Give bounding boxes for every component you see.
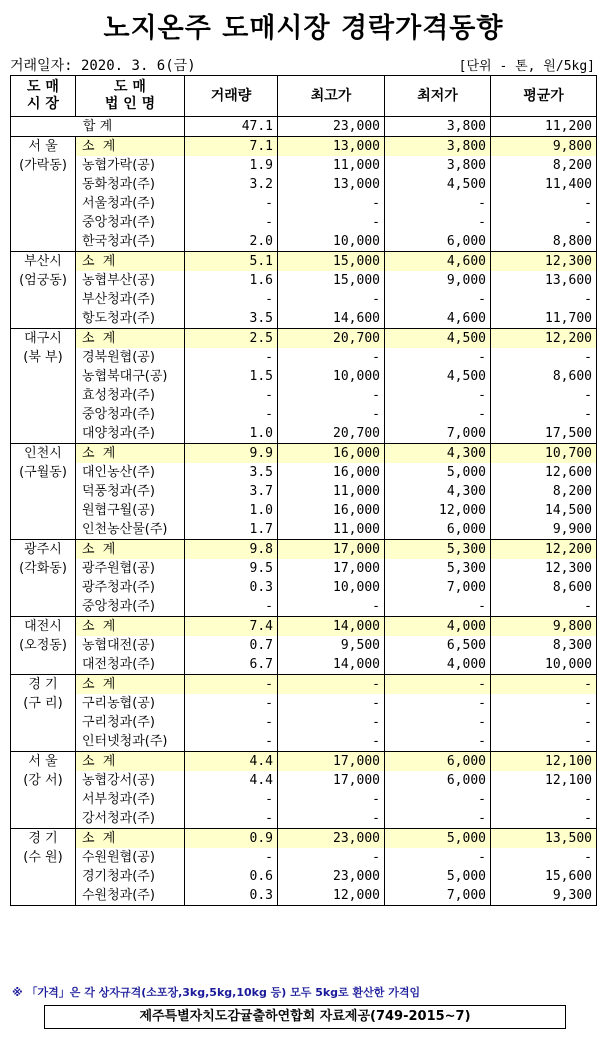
volume-cell: - — [185, 213, 278, 232]
volume-cell: 4.4 — [185, 752, 278, 772]
volume-cell: 7.4 — [185, 617, 278, 637]
avg-cell: 11,700 — [491, 309, 597, 329]
subtotal-row — [11, 829, 597, 849]
subtotal-row — [11, 137, 597, 157]
max-cell: 9,500 — [278, 636, 385, 655]
table-row — [11, 694, 597, 713]
avg-cell: 12,200 — [491, 540, 597, 560]
volume-cell: 3.5 — [185, 309, 278, 329]
corp-name: 농협가락(공) — [76, 156, 185, 175]
corp-name: 중앙청과(주) — [76, 405, 185, 424]
header-avg: 평균가 — [491, 76, 597, 117]
market-cell — [11, 232, 76, 252]
subtotal-row — [11, 444, 597, 464]
max-cell: 17,000 — [278, 559, 385, 578]
table-row — [11, 655, 597, 675]
market-cell: (가락동) — [11, 156, 76, 175]
volume-cell: - — [185, 809, 278, 829]
market-cell — [11, 405, 76, 424]
table-row — [11, 559, 597, 578]
corp-name: 구리청과(주) — [76, 713, 185, 732]
market-cell — [11, 597, 76, 617]
corp-name: 농협대전(공) — [76, 636, 185, 655]
min-cell: 4,300 — [385, 482, 491, 501]
market-cell: (엄궁동) — [11, 271, 76, 290]
avg-cell: 9,900 — [491, 520, 597, 540]
table-row — [11, 213, 597, 232]
min-cell: 5,000 — [385, 867, 491, 886]
subtotal-row — [11, 675, 597, 695]
max-cell: 13,000 — [278, 137, 385, 157]
subtotal-label: 소 계 — [76, 752, 185, 772]
max-cell: 23,000 — [278, 867, 385, 886]
market-cell — [11, 578, 76, 597]
market-cell — [11, 790, 76, 809]
volume-cell: 2.5 — [185, 329, 278, 349]
max-cell: 16,000 — [278, 463, 385, 482]
avg-cell: 13,600 — [491, 271, 597, 290]
market-cell — [11, 309, 76, 329]
market-cell — [11, 501, 76, 520]
subtotal-label: 소 계 — [76, 329, 185, 349]
market-cell: (각화동) — [11, 559, 76, 578]
min-cell: - — [385, 848, 491, 867]
min-cell: 3,800 — [385, 156, 491, 175]
avg-cell: 12,300 — [491, 252, 597, 272]
volume-cell: - — [185, 348, 278, 367]
volume-cell: 4.4 — [185, 771, 278, 790]
subtotal-row — [11, 540, 597, 560]
corp-name: 경북원협(공) — [76, 348, 185, 367]
avg-cell: 12,100 — [491, 771, 597, 790]
corp-name: 수원원협(공) — [76, 848, 185, 867]
avg-cell: - — [491, 290, 597, 309]
min-cell: 6,500 — [385, 636, 491, 655]
max-cell: - — [278, 790, 385, 809]
subtotal-row — [11, 617, 597, 637]
min-cell: 6,000 — [385, 771, 491, 790]
volume-cell: 3.2 — [185, 175, 278, 194]
max-cell: 13,000 — [278, 175, 385, 194]
avg-cell: 10,000 — [491, 655, 597, 675]
max-cell: - — [278, 848, 385, 867]
unit-label: [단위 - 톤, 원/5kg] — [458, 59, 595, 74]
min-cell: 4,500 — [385, 367, 491, 386]
max-cell: 16,000 — [278, 501, 385, 520]
volume-cell: - — [185, 713, 278, 732]
table-row — [11, 713, 597, 732]
avg-cell: - — [491, 848, 597, 867]
volume-cell: - — [185, 597, 278, 617]
corp-name: 동화청과(주) — [76, 175, 185, 194]
avg-cell: - — [491, 194, 597, 213]
max-cell: - — [278, 675, 385, 695]
trade-date: 거래일자: 2020. 3. 6(금) — [10, 58, 196, 74]
min-cell: 5,000 — [385, 463, 491, 482]
volume-cell: 0.7 — [185, 636, 278, 655]
max-cell: 20,700 — [278, 329, 385, 349]
corp-name: 중앙청과(주) — [76, 597, 185, 617]
market-cell — [11, 175, 76, 194]
min-cell: 4,500 — [385, 175, 491, 194]
volume-cell: 9.5 — [185, 559, 278, 578]
corp-name: 광주원협(공) — [76, 559, 185, 578]
volume-cell: 9.8 — [185, 540, 278, 560]
corp-name: 대인농산(주) — [76, 463, 185, 482]
header-volume: 거래량 — [185, 76, 278, 117]
volume-cell: 3.5 — [185, 463, 278, 482]
min-cell: 7,000 — [385, 886, 491, 906]
corp-name: 항도청과(주) — [76, 309, 185, 329]
max-cell: - — [278, 290, 385, 309]
footnote: ※ 「가격」은 각 상자규격(소포장,3kg,5kg,10kg 등) 모두 5kg로 환산한 가격임 — [12, 986, 421, 999]
avg-cell: 12,100 — [491, 752, 597, 772]
max-cell: 11,000 — [278, 156, 385, 175]
max-cell: 14,600 — [278, 309, 385, 329]
avg-cell: 8,200 — [491, 482, 597, 501]
header-row — [11, 76, 597, 117]
max-cell: 17,000 — [278, 540, 385, 560]
avg-cell: 8,600 — [491, 578, 597, 597]
corp-name: 대양청과(주) — [76, 424, 185, 444]
market-cell: (오정동) — [11, 636, 76, 655]
market-cell — [11, 732, 76, 752]
subtotal-label: 소 계 — [76, 829, 185, 849]
market-cell — [11, 424, 76, 444]
avg-cell: - — [491, 405, 597, 424]
max-cell: 16,000 — [278, 444, 385, 464]
min-cell: 7,000 — [385, 578, 491, 597]
min-cell: 4,600 — [385, 252, 491, 272]
min-cell: - — [385, 694, 491, 713]
table-row — [11, 848, 597, 867]
table-row — [11, 290, 597, 309]
avg-cell: 8,800 — [491, 232, 597, 252]
avg-cell: 9,800 — [491, 617, 597, 637]
volume-cell: 1.5 — [185, 367, 278, 386]
max-cell: - — [278, 732, 385, 752]
avg-cell: 11,400 — [491, 175, 597, 194]
corp-name: 경기청과(주) — [76, 867, 185, 886]
min-cell: - — [385, 290, 491, 309]
volume-cell: 1.7 — [185, 520, 278, 540]
max-cell: - — [278, 386, 385, 405]
min-cell: - — [385, 597, 491, 617]
max-cell: 10,000 — [278, 367, 385, 386]
avg-cell: - — [491, 732, 597, 752]
market-cell — [11, 520, 76, 540]
table-row — [11, 175, 597, 194]
table-row — [11, 232, 597, 252]
avg-cell: - — [491, 597, 597, 617]
min-cell: 4,300 — [385, 444, 491, 464]
market-cell — [11, 367, 76, 386]
corp-name: 원협구월(공) — [76, 501, 185, 520]
table-row — [11, 194, 597, 213]
table-row — [11, 809, 597, 829]
table-row — [11, 790, 597, 809]
table-row — [11, 597, 597, 617]
header-max: 최고가 — [278, 76, 385, 117]
page-title: 노지온주 도매시장 경락가격동향 — [103, 13, 504, 44]
max-cell: - — [278, 194, 385, 213]
market-cell: (북 부) — [11, 348, 76, 367]
avg-cell: - — [491, 694, 597, 713]
market-cell — [11, 867, 76, 886]
max-cell: - — [278, 405, 385, 424]
total-avg: 11,200 — [491, 117, 597, 137]
volume-cell: 0.6 — [185, 867, 278, 886]
min-cell: 4,500 — [385, 329, 491, 349]
volume-cell: - — [185, 790, 278, 809]
min-cell: 5,300 — [385, 559, 491, 578]
corp-name: 부산청과(주) — [76, 290, 185, 309]
market-cell — [11, 886, 76, 906]
min-cell: 7,000 — [385, 424, 491, 444]
volume-cell: 3.7 — [185, 482, 278, 501]
price-table — [10, 75, 597, 906]
volume-cell: - — [185, 675, 278, 695]
max-cell: - — [278, 809, 385, 829]
subtotal-row — [11, 752, 597, 772]
table-row — [11, 309, 597, 329]
market-cell: 경 기 — [11, 829, 76, 849]
volume-cell: - — [185, 290, 278, 309]
table-row — [11, 348, 597, 367]
subtotal-label: 소 계 — [76, 137, 185, 157]
min-cell: - — [385, 732, 491, 752]
avg-cell: 14,500 — [491, 501, 597, 520]
subtotal-label: 소 계 — [76, 675, 185, 695]
table-row — [11, 732, 597, 752]
min-cell: - — [385, 348, 491, 367]
table-row — [11, 578, 597, 597]
min-cell: 4,600 — [385, 309, 491, 329]
table-row — [11, 271, 597, 290]
volume-cell: 1.6 — [185, 271, 278, 290]
avg-cell: 12,300 — [491, 559, 597, 578]
max-cell: 15,000 — [278, 271, 385, 290]
avg-cell: 10,700 — [491, 444, 597, 464]
avg-cell: - — [491, 809, 597, 829]
min-cell: 5,300 — [385, 540, 491, 560]
max-cell: 20,700 — [278, 424, 385, 444]
volume-cell: 0.3 — [185, 886, 278, 906]
header-min: 최저가 — [385, 76, 491, 117]
table-row — [11, 771, 597, 790]
max-cell: 17,000 — [278, 771, 385, 790]
table-row — [11, 482, 597, 501]
min-cell: 12,000 — [385, 501, 491, 520]
subtotal-label: 소 계 — [76, 444, 185, 464]
min-cell: 6,000 — [385, 232, 491, 252]
volume-cell: 1.9 — [185, 156, 278, 175]
market-cell — [11, 194, 76, 213]
avg-cell: 17,500 — [491, 424, 597, 444]
table-row — [11, 520, 597, 540]
avg-cell: 8,300 — [491, 636, 597, 655]
market-cell: 대구시 — [11, 329, 76, 349]
subtotal-label: 소 계 — [76, 540, 185, 560]
market-cell: 서 울 — [11, 752, 76, 772]
market-cell: (구월동) — [11, 463, 76, 482]
min-cell: 3,800 — [385, 137, 491, 157]
volume-cell: 2.0 — [185, 232, 278, 252]
max-cell: 11,000 — [278, 520, 385, 540]
market-cell — [11, 482, 76, 501]
corp-name: 수원청과(주) — [76, 886, 185, 906]
avg-cell: 13,500 — [491, 829, 597, 849]
volume-cell: - — [185, 386, 278, 405]
corp-name: 광주청과(주) — [76, 578, 185, 597]
header-market: 도 매 시 장 — [11, 76, 76, 117]
corp-name: 효성청과(주) — [76, 386, 185, 405]
market-cell: (강 서) — [11, 771, 76, 790]
min-cell: 4,000 — [385, 655, 491, 675]
min-cell: - — [385, 713, 491, 732]
volume-cell: - — [185, 405, 278, 424]
subtotal-label: 소 계 — [76, 617, 185, 637]
min-cell: - — [385, 194, 491, 213]
volume-cell: - — [185, 694, 278, 713]
min-cell: - — [385, 386, 491, 405]
table-row — [11, 463, 597, 482]
max-cell: 11,000 — [278, 482, 385, 501]
min-cell: - — [385, 213, 491, 232]
volume-cell: 1.0 — [185, 501, 278, 520]
volume-cell: 0.9 — [185, 829, 278, 849]
total-row — [11, 117, 597, 137]
min-cell: - — [385, 790, 491, 809]
min-cell: - — [385, 675, 491, 695]
min-cell: - — [385, 405, 491, 424]
max-cell: - — [278, 713, 385, 732]
market-cell: (수 원) — [11, 848, 76, 867]
corp-name: 중앙청과(주) — [76, 213, 185, 232]
avg-cell: 12,600 — [491, 463, 597, 482]
table-row — [11, 867, 597, 886]
max-cell: 14,000 — [278, 655, 385, 675]
min-cell: 6,000 — [385, 752, 491, 772]
avg-cell: - — [491, 348, 597, 367]
max-cell: 10,000 — [278, 578, 385, 597]
min-cell: 6,000 — [385, 520, 491, 540]
market-cell: 대전시 — [11, 617, 76, 637]
max-cell: 23,000 — [278, 829, 385, 849]
corp-name: 인천농산물(주) — [76, 520, 185, 540]
corp-name: 대전청과(주) — [76, 655, 185, 675]
source-box: 제주특별자치도감귤출하연합회 자료제공(749-2015~7) — [44, 1005, 566, 1029]
volume-cell: - — [185, 732, 278, 752]
max-cell: 17,000 — [278, 752, 385, 772]
volume-cell: - — [185, 848, 278, 867]
volume-cell: 0.3 — [185, 578, 278, 597]
max-cell: - — [278, 348, 385, 367]
corp-name: 농협부산(공) — [76, 271, 185, 290]
max-cell: 12,000 — [278, 886, 385, 906]
header-corp: 도 매 법 인 명 — [76, 76, 185, 117]
avg-cell: - — [491, 675, 597, 695]
max-cell: 14,000 — [278, 617, 385, 637]
max-cell: - — [278, 597, 385, 617]
avg-cell: 15,600 — [491, 867, 597, 886]
total-volume: 47.1 — [185, 117, 278, 137]
table-row — [11, 405, 597, 424]
avg-cell: 8,200 — [491, 156, 597, 175]
subtotal-row — [11, 252, 597, 272]
volume-cell: 6.7 — [185, 655, 278, 675]
corp-name: 구리농협(공) — [76, 694, 185, 713]
market-cell — [11, 655, 76, 675]
min-cell: 9,000 — [385, 271, 491, 290]
avg-cell: 12,200 — [491, 329, 597, 349]
table-row — [11, 501, 597, 520]
avg-cell: - — [491, 790, 597, 809]
volume-cell: - — [185, 194, 278, 213]
total-label: 합 계 — [11, 117, 185, 137]
market-cell: 경 기 — [11, 675, 76, 695]
table-row — [11, 636, 597, 655]
market-cell: 부산시 — [11, 252, 76, 272]
subtotal-row — [11, 329, 597, 349]
market-cell: 서 울 — [11, 137, 76, 157]
market-cell — [11, 213, 76, 232]
volume-cell: 1.0 — [185, 424, 278, 444]
corp-name: 서부청과(주) — [76, 790, 185, 809]
avg-cell: 8,600 — [491, 367, 597, 386]
volume-cell: 7.1 — [185, 137, 278, 157]
subtotal-label: 소 계 — [76, 252, 185, 272]
market-cell: (구 리) — [11, 694, 76, 713]
total-min: 3,800 — [385, 117, 491, 137]
max-cell: 10,000 — [278, 232, 385, 252]
table-row — [11, 886, 597, 906]
avg-cell: - — [491, 713, 597, 732]
max-cell: - — [278, 694, 385, 713]
corp-name: 농협북대구(공) — [76, 367, 185, 386]
avg-cell: 9,300 — [491, 886, 597, 906]
corp-name: 덕풍청과(주) — [76, 482, 185, 501]
min-cell: 4,000 — [385, 617, 491, 637]
table-row — [11, 386, 597, 405]
volume-cell: 5.1 — [185, 252, 278, 272]
market-cell — [11, 713, 76, 732]
total-max: 23,000 — [278, 117, 385, 137]
market-cell — [11, 386, 76, 405]
avg-cell: - — [491, 386, 597, 405]
market-cell — [11, 809, 76, 829]
market-cell — [11, 290, 76, 309]
market-cell: 인천시 — [11, 444, 76, 464]
min-cell: 5,000 — [385, 829, 491, 849]
table-row — [11, 424, 597, 444]
corp-name: 강서청과(주) — [76, 809, 185, 829]
avg-cell: - — [491, 213, 597, 232]
corp-name: 한국청과(주) — [76, 232, 185, 252]
max-cell: - — [278, 213, 385, 232]
corp-name: 농협강서(공) — [76, 771, 185, 790]
table-row — [11, 367, 597, 386]
min-cell: - — [385, 809, 491, 829]
max-cell: 15,000 — [278, 252, 385, 272]
corp-name: 인터넷청과(주) — [76, 732, 185, 752]
market-cell: 광주시 — [11, 540, 76, 560]
avg-cell: 9,800 — [491, 137, 597, 157]
corp-name: 서울청과(주) — [76, 194, 185, 213]
table-row — [11, 156, 597, 175]
volume-cell: 9.9 — [185, 444, 278, 464]
